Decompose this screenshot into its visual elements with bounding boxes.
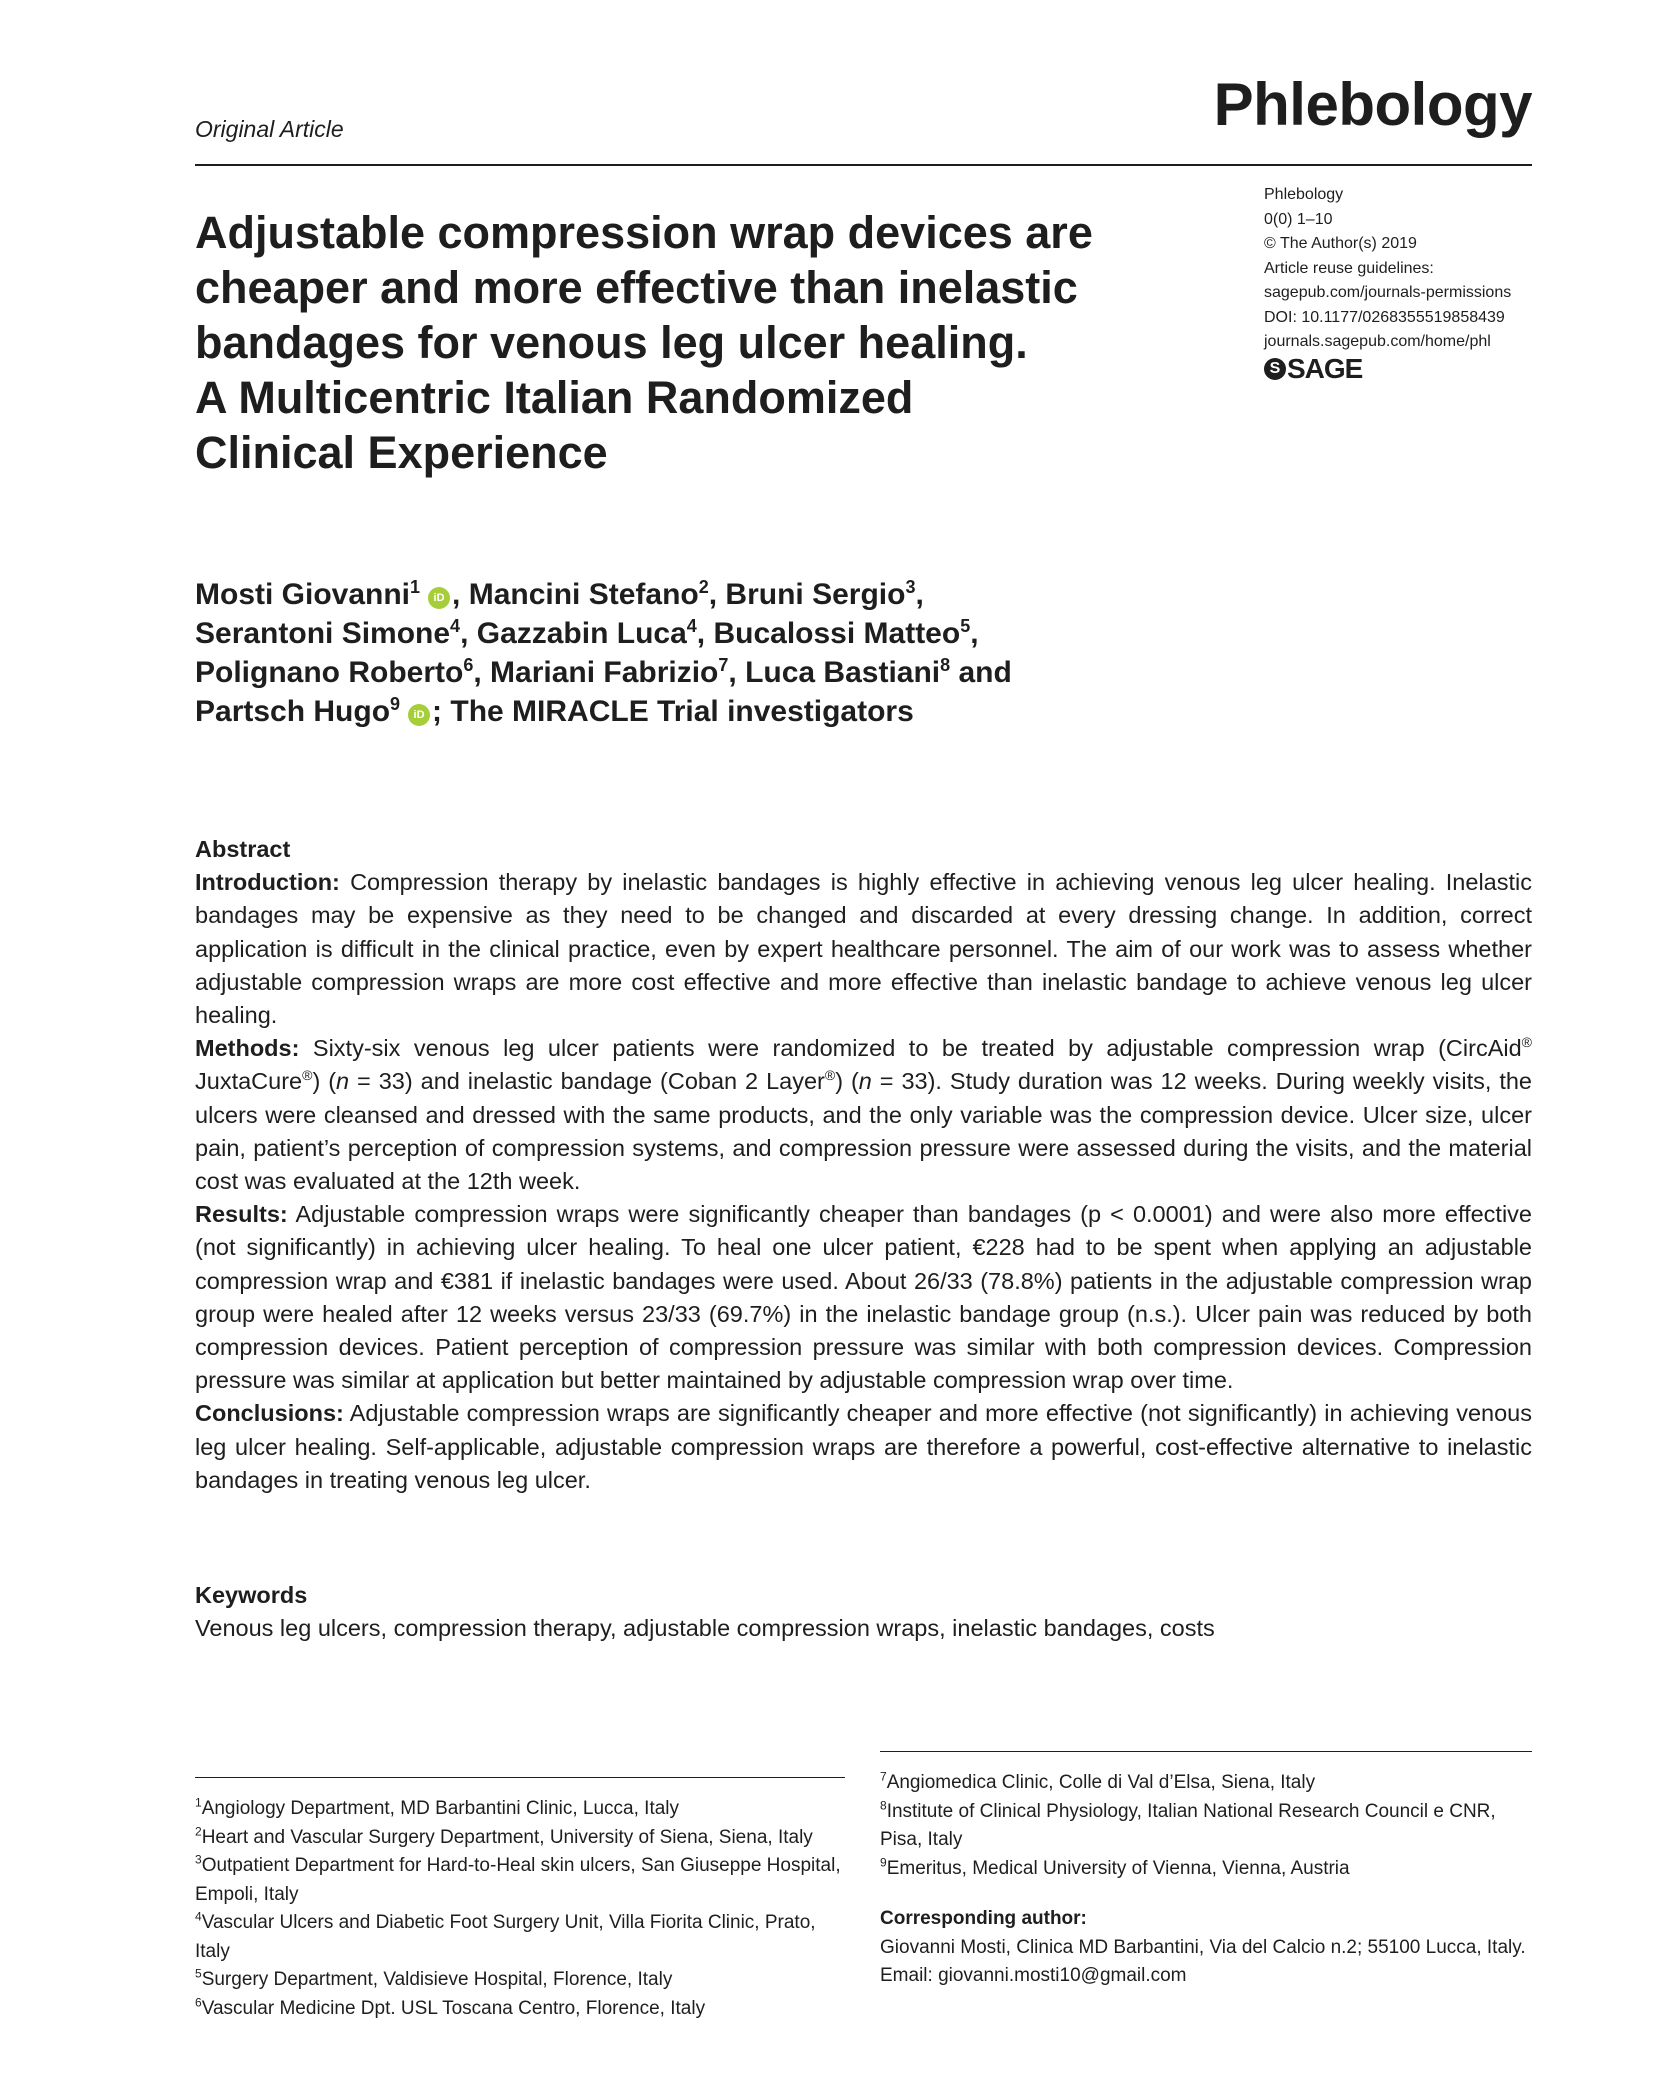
- meta-reuse: Article reuse guidelines:: [1264, 259, 1434, 277]
- meta-issue: 0(0) 1–10: [1264, 210, 1333, 228]
- meta-copyright: © The Author(s) 2019: [1264, 235, 1417, 252]
- section-text: = 33). Study duration was 12 weeks. During weekly visits, the ulcers were cleansed and dressed with the same products, and the only variable was the compression device. Ulcer size, ulcer pain, patient’s perception of compression systems, and compression pressure were assessed during the visits, and the material cost was evaluated at the 12th week.: [195, 1068, 1532, 1195]
- affiliation-text: Angiology Department, MD Barbantini Clinic, Lucca, Italy: [201, 1798, 680, 1819]
- registered-mark: ®: [1521, 1034, 1532, 1051]
- affiliation-number: 4: [195, 1909, 202, 1924]
- section-text: Sixty-six venous leg ulcer patients were randomized to be treated by adjustable compression wrap (CircAid: [299, 1035, 1522, 1062]
- section-text: Compression therapy by inelastic bandages is highly effective in achieving venous leg ulcer healing. Inelastic bandages may be expensive as they need to be changed and discarded at every dressing change. In addition, correct application is difficult in the clinical practice, even by expert healthcare personnel. The aim of our work was to assess whether adjustable compression wraps are more cost effective and more effective than inelastic bandage to achieve venous leg ulcer healing.: [195, 869, 1532, 1029]
- title-line: A Multicentric Italian Randomized: [195, 372, 914, 423]
- orcid-icon[interactable]: iD: [428, 587, 450, 609]
- publication-metadata: [1264, 183, 1512, 384]
- author-name: Serantoni Simone: [195, 617, 451, 650]
- affiliation-number: 2: [195, 1824, 202, 1839]
- article-title: [195, 205, 1195, 480]
- author-line: [195, 614, 1195, 653]
- affiliation-number: 6: [195, 1995, 202, 2010]
- title-line: cheaper and more effective than inelastic: [195, 262, 1078, 313]
- affiliation-marker: 8: [940, 655, 951, 675]
- keywords-heading: Keywords: [195, 1582, 308, 1608]
- keywords-text: Venous leg ulcers, compression therapy, adjustable compression wraps, inelastic bandages, costs: [195, 1615, 1215, 1641]
- affiliation-marker: 6: [463, 655, 474, 675]
- author-name: Mosti Giovanni: [195, 578, 411, 611]
- registered-mark: ®: [824, 1067, 836, 1084]
- author-line: [195, 653, 1195, 692]
- registered-mark: ®: [302, 1067, 313, 1084]
- title-line: bandages for venous leg ulcer healing.: [195, 317, 1028, 368]
- author-name: , Bucalossi Matteo: [696, 617, 961, 650]
- author-separator: and: [950, 656, 1012, 689]
- title-line: Clinical Experience: [195, 427, 608, 478]
- affiliation-marker: 4: [686, 616, 697, 636]
- affiliation-number: 9: [880, 1855, 887, 1870]
- affiliations-right: [880, 1769, 1532, 1883]
- author-group: ; The MIRACLE Trial investigators: [432, 695, 914, 728]
- sage-icon: S: [1264, 358, 1286, 380]
- corresponding-heading: Corresponding author:: [880, 1908, 1087, 1929]
- footnote-divider: [195, 1777, 845, 1778]
- section-label: Introduction:: [195, 869, 340, 896]
- corresponding-email[interactable]: Email: giovanni.mosti10@gmail.com: [880, 1965, 1187, 1986]
- affiliation: [880, 1798, 1532, 1855]
- affiliation: [880, 1855, 1532, 1884]
- affiliation: [195, 1995, 855, 2024]
- author-name: , Mancini Stefano: [452, 578, 699, 611]
- header-divider: [195, 164, 1532, 166]
- author-name: Polignano Roberto: [195, 656, 464, 689]
- section-text: JuxtaCure: [195, 1068, 303, 1095]
- abstract-introduction: [195, 866, 1532, 1032]
- corresponding-address: Giovanni Mosti, Clinica MD Barbantini, Via del Calcio n.2; 55100 Lucca, Italy.: [880, 1936, 1526, 1958]
- abstract-section: [195, 833, 1532, 1497]
- section-label: Conclusions:: [195, 1400, 344, 1427]
- affiliation-marker: 4: [450, 616, 461, 636]
- journal-logo-text: Phlebology: [1213, 71, 1532, 138]
- author-separator: ,: [915, 578, 924, 611]
- affiliation-marker: 2: [698, 577, 709, 597]
- affiliation: [195, 1966, 855, 1995]
- author-name: , Luca Bastiani: [728, 656, 941, 689]
- affiliation: [195, 1824, 855, 1853]
- meta-home-link[interactable]: journals.sagepub.com/home/phl: [1264, 333, 1491, 350]
- section-text: = 33) and inelastic bandage (Coban 2 Layer: [349, 1068, 825, 1095]
- affiliation-number: 1: [195, 1795, 202, 1810]
- affiliation-text: Surgery Department, Valdisieve Hospital, Florence, Italy: [201, 1969, 673, 1990]
- abstract-heading: Abstract: [195, 836, 291, 862]
- article-type-label: Original Article: [195, 116, 344, 142]
- author-line: [195, 575, 1195, 614]
- author-name: Partsch Hugo: [195, 695, 391, 728]
- corresponding-author: [880, 1905, 1532, 1991]
- publisher-logo: [1264, 352, 1511, 384]
- meta-reuse-link[interactable]: sagepub.com/journals-permissions: [1264, 284, 1512, 301]
- affiliation-marker: 5: [960, 616, 971, 636]
- author-line: [195, 692, 1195, 731]
- affiliation: [880, 1769, 1532, 1798]
- affiliation-marker: 3: [905, 577, 916, 597]
- affiliation-number: 8: [880, 1798, 887, 1813]
- affiliation-marker: 9: [390, 694, 401, 714]
- affiliation-marker: 7: [718, 655, 729, 675]
- orcid-icon[interactable]: iD: [408, 704, 430, 726]
- affiliation-marker: 1: [410, 577, 421, 597]
- affiliation-number: 7: [880, 1769, 887, 1784]
- affiliations-left: [195, 1795, 855, 2023]
- meta-journal: Phlebology: [1264, 186, 1344, 203]
- affiliation-number: 5: [195, 1966, 202, 1981]
- affiliation-text: Angiomedica Clinic, Colle di Val d’Elsa, Siena, Italy: [886, 1772, 1316, 1793]
- italic-n: n: [336, 1068, 350, 1095]
- meta-doi[interactable]: DOI: 10.1177/0268355519858439: [1264, 308, 1505, 326]
- publisher-name: SAGE: [1287, 352, 1363, 384]
- affiliation-number: 3: [195, 1852, 202, 1867]
- affiliation-text: Emeritus, Medical University of Vienna, Vienna, Austria: [886, 1857, 1350, 1879]
- affiliation-text: Outpatient Department for Hard-to-Heal skin ulcers, San Giuseppe Hospital, Empoli, Italy: [195, 1855, 841, 1905]
- affiliation: [195, 1909, 855, 1966]
- keywords-section: [195, 1579, 1532, 1645]
- affiliation: [195, 1795, 855, 1824]
- section-text: Adjustable compression wraps are significantly cheaper and more effective (not significantly) in achieving venous leg ulcer healing. Self-applicable, adjustable compression wraps are therefore a powerful, cost-effective alternative to inelastic bandages in treating venous leg ulcer.: [195, 1400, 1532, 1493]
- author-name: , Bruni Sergio: [708, 578, 906, 611]
- section-text: ) (: [312, 1068, 337, 1095]
- title-line: Adjustable compression wrap devices are: [195, 207, 1093, 258]
- section-text: ) (: [835, 1068, 859, 1095]
- author-name: , Mariani Fabrizio: [473, 656, 719, 689]
- affiliation: [195, 1852, 855, 1909]
- author-name: , Gazzabin Luca: [460, 617, 687, 650]
- affiliation-text: Vascular Medicine Dpt. USL Toscana Centro, Florence, Italy: [201, 1997, 706, 2019]
- italic-n: n: [858, 1068, 872, 1095]
- section-text: Adjustable compression wraps were significantly cheaper than bandages (p < 0.0001) and were also more effective (not significantly) in achieving ulcer healing. To heal one ulcer patient, €228 had to be spent when applying an adjustable compression wrap and €381 if inelastic bandages were used. About 26/33 (78.8%) patients in the adjustable compression wrap group were healed after 12 weeks versus 23/33 (69.7%) in the inelastic bandage group (n.s.). Ulcer pain was reduced by both compression devices. Patient perception of compression pressure was similar with both compression devices. Compression pressure was similar at application but better maintained by adjustable compression wrap over time.: [195, 1201, 1532, 1394]
- affiliation-text: Heart and Vascular Surgery Department, University of Siena, Siena, Italy: [201, 1826, 813, 1848]
- affiliation-text: Vascular Ulcers and Diabetic Foot Surgery Unit, Villa Fiorita Clinic, Prato, Italy: [195, 1912, 816, 1962]
- section-label: Results:: [195, 1201, 288, 1228]
- abstract-methods: [195, 1032, 1532, 1198]
- footnote-divider: [880, 1751, 1532, 1752]
- affiliation-text: Institute of Clinical Physiology, Italian National Research Council e CNR, Pisa, Italy: [880, 1800, 1496, 1850]
- abstract-results: [195, 1198, 1532, 1397]
- author-list: [195, 575, 1195, 731]
- author-separator: ,: [970, 617, 979, 650]
- section-label: Methods:: [195, 1035, 300, 1062]
- abstract-conclusions: [195, 1397, 1532, 1497]
